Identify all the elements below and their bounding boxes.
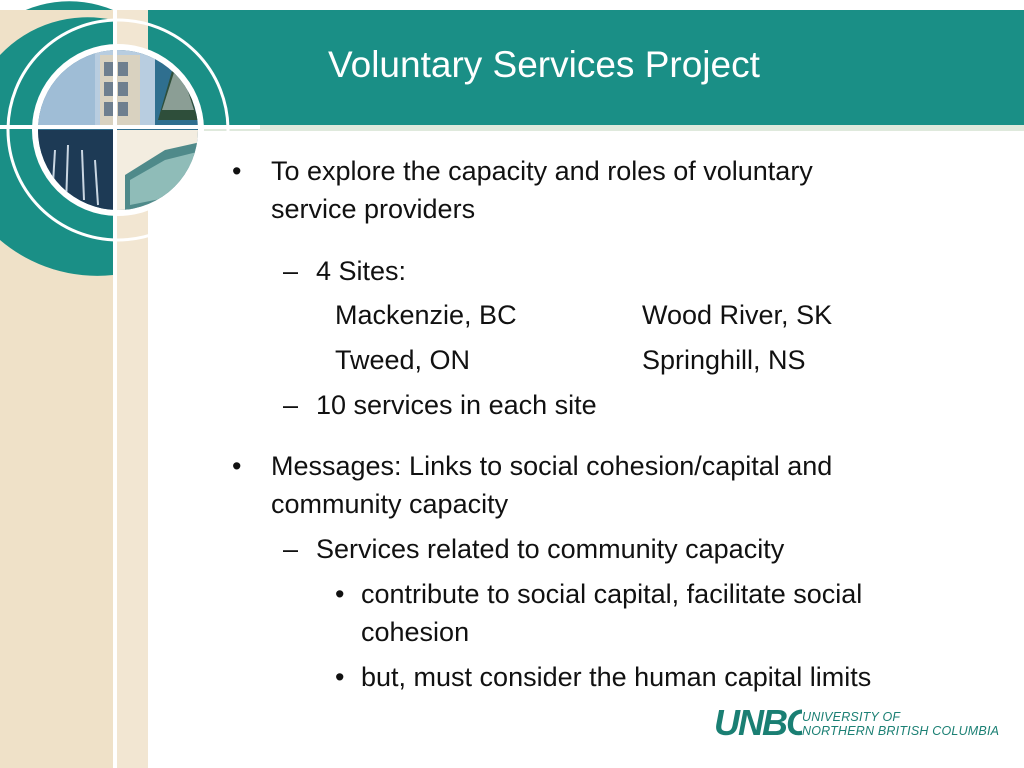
sub-sub-1-marker: • bbox=[335, 579, 345, 609]
sub-1-marker: – bbox=[283, 256, 299, 286]
svg-text:UNBC: UNBC bbox=[714, 702, 802, 743]
logo-line-1: UNIVERSITY OF bbox=[802, 710, 901, 724]
unbc-logo bbox=[712, 697, 802, 752]
bullet-2-line-1: Messages: Links to social cohesion/capital and bbox=[271, 451, 833, 481]
bullet-1-line-2: service providers bbox=[271, 194, 476, 224]
site-mackenzie: Mackenzie, BC bbox=[335, 300, 517, 330]
bullet-1-line-1: To explore the capacity and roles of voluntary bbox=[271, 156, 813, 186]
sub-3-marker: – bbox=[283, 534, 299, 564]
sub-sub-2-marker: • bbox=[335, 662, 345, 692]
sub-bullet-services: Services related to community capacity bbox=[316, 534, 785, 564]
services-count: 10 services in each site bbox=[316, 390, 597, 420]
sub-sub-1-line-2: cohesion bbox=[361, 617, 470, 647]
sites-label: 4 Sites: bbox=[316, 256, 407, 286]
bullet-2-line-2: community capacity bbox=[271, 489, 509, 519]
bullet-1-marker: • bbox=[232, 156, 242, 186]
sub-sub-2-text: but, must consider the human capital limits bbox=[361, 662, 872, 692]
sub-2-marker: – bbox=[283, 390, 299, 420]
site-wood-river: Wood River, SK bbox=[642, 300, 833, 330]
site-springhill: Springhill, NS bbox=[642, 345, 806, 375]
unbc-logo-mark bbox=[712, 697, 802, 747]
bullet-2-marker: • bbox=[232, 451, 242, 481]
logo-line-2: NORTHERN BRITISH COLUMBIA bbox=[802, 724, 1000, 738]
slide-title: Voluntary Services Project bbox=[328, 44, 760, 85]
site-tweed: Tweed, ON bbox=[335, 345, 471, 375]
sub-sub-1-line-1: contribute to social capital, facilitate social bbox=[361, 579, 863, 609]
